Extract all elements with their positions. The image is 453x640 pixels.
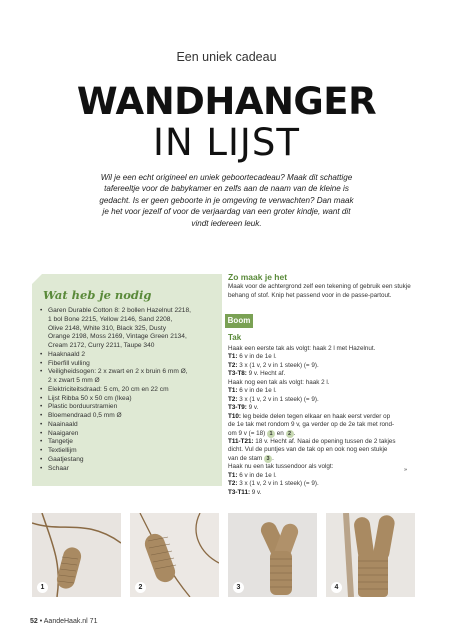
materials-item: 1 bol Bone 2215, Yellow 2146, Sand 2208,	[48, 315, 173, 323]
section-label-boom: Boom	[225, 314, 253, 328]
magazine-name: AandeHaak.nl 71	[43, 618, 98, 625]
materials-item: • Schaar	[40, 465, 218, 474]
round-text: 9 v.	[246, 404, 259, 412]
intro-text	[70, 172, 383, 229]
round-label: T3-T8:	[228, 370, 247, 378]
instruction-steps	[228, 345, 424, 497]
materials-item: • Haaknaald 2	[40, 351, 218, 360]
materials-title: Wat heb je nodig	[43, 288, 152, 302]
round-text: 3 x (1 v, 2 v in 1 steek) (= 9).	[237, 361, 319, 369]
round-text: dicht. Vul de puntjes van de tak op en ook nog een stukje	[228, 446, 388, 454]
photo-2	[130, 513, 219, 597]
round-text: 6 v in de 1e l.	[237, 387, 277, 395]
materials-item: • Elektriciteitsdraad: 5 cm, 20 cm en 22 cm	[40, 386, 218, 395]
instruction-line	[228, 353, 424, 361]
intro-line: vindt iedereen leuk.	[191, 218, 262, 228]
materials-item: Orange 2198, Moss 2169, Vintage Green 2134,	[48, 333, 187, 341]
materials-item: • Naainaald	[40, 421, 218, 430]
photo-4	[326, 513, 415, 597]
instruction-line	[228, 438, 424, 446]
instruction-line	[228, 413, 424, 421]
materials-item: • Textiellijm	[40, 447, 218, 456]
intro-line: gedacht. Is er geen geboorte in je omgeving te verwachten? Dan maak	[99, 195, 354, 205]
page-footer	[30, 618, 97, 625]
round-label: T10:	[228, 412, 241, 420]
materials-item: • Naaigaren	[40, 430, 218, 439]
instruction-line: van de stam 3 .	[228, 454, 274, 462]
photo-number-badge: 3	[233, 582, 244, 593]
step-reference-badge: 1	[267, 430, 275, 438]
intro-line: tafereeltje voor de babykamer en zelfs aan de naam van de kleine is	[104, 184, 349, 194]
materials-item: Olive 2148, White 310, Black 325, Dusty	[48, 324, 167, 332]
footer-bullet: •	[39, 618, 43, 625]
round-text: 3 x (1 v, 2 v in 1 steek) (= 9).	[237, 395, 319, 403]
materials-item: • Veiligheidsogen: 2 x zwart en 2 x bruin 6 mm Ø,	[40, 368, 218, 377]
instruction-line	[228, 404, 424, 412]
round-label: T1:	[228, 471, 238, 479]
photo-number-badge: 4	[331, 582, 342, 593]
instruction-line	[228, 396, 424, 404]
kicker: Een uniek cadeau	[176, 50, 277, 64]
round-label: T1:	[228, 387, 238, 395]
round-text: om 9 v (= 18)	[228, 429, 266, 437]
instruction-line	[228, 370, 424, 378]
round-text: van de stam	[228, 454, 263, 462]
materials-item: 2 x zwart 5 mm Ø	[48, 377, 100, 384]
instruction-line	[228, 345, 424, 353]
round-text: 18 v. Hecht af. Naai de opening tussen de 2 takjes	[253, 437, 396, 445]
materials-item: • Tangetje	[40, 438, 218, 447]
photo-1	[32, 513, 121, 597]
materials-panel	[32, 274, 222, 486]
page-number: 52	[30, 618, 38, 625]
subsection-heading-tak: Tak	[228, 333, 242, 342]
round-text: 9 v. Hecht af.	[246, 370, 286, 378]
instruction-line	[228, 446, 424, 454]
instruction-line: om 9 v (= 18) 1 en 2 .	[228, 429, 296, 437]
round-label: T3-T11:	[228, 488, 251, 496]
round-label: T2:	[228, 361, 238, 369]
round-label: T2:	[228, 395, 238, 403]
page-title: WANDHANGER	[76, 80, 377, 123]
round-text: Haak nog een tak als volgt: haak 2 l.	[228, 378, 330, 386]
instruction-line	[228, 480, 424, 488]
connector-text: en	[276, 429, 284, 437]
instruction-line	[228, 463, 424, 471]
page-subtitle: IN LIJST	[153, 121, 300, 164]
instruction-line	[228, 387, 424, 395]
instruction-line	[228, 421, 424, 429]
panel-corner	[32, 274, 42, 284]
round-text: Haak nu een tak tussendoor als volgt:	[228, 463, 334, 471]
instructions-heading: Zo maak je het	[228, 272, 288, 282]
round-text: 6 v in de 1e l.	[237, 471, 277, 479]
continue-arrow: »	[404, 467, 408, 473]
intro-line: je het voor jezelf of voor de verjaardag van een groter kindje, want dit	[102, 207, 351, 217]
materials-item: • Garen Durable Cotton 8: 2 bollen Hazelnut 2218,	[40, 307, 218, 316]
step-reference-badge: 2	[286, 430, 294, 438]
materials-item: • Bloemendraad 0,5 mm Ø	[40, 412, 218, 421]
instruction-line	[228, 362, 424, 370]
materials-item: • Gaatjestang	[40, 456, 218, 465]
round-label: T3-T9:	[228, 404, 247, 412]
materials-item: • Fiberfill vulling	[40, 360, 218, 369]
round-text: leg beide delen tegen elkaar en haak eerst verder op	[240, 412, 391, 420]
round-text: 3 x (1 v, 2 v in 1 steek) (= 9).	[237, 480, 319, 488]
instruction-line	[228, 489, 424, 497]
intro-line: Wil je een echt origineel en uniek geboortecadeau? Maak dit schattige	[100, 173, 353, 182]
round-label: T2:	[228, 480, 238, 488]
instruction-line	[228, 379, 424, 387]
round-label: T11-T21:	[228, 437, 254, 445]
round-label: T1:	[228, 353, 238, 361]
instructions-intro: Maak voor de achtergrond zelf een tekening of gebruik een stukje behang of stof. Knip het passend voor in de passe-partout.	[228, 283, 411, 299]
materials-item: • Plastic borduurstramien	[40, 403, 218, 412]
step-reference-badge: 3	[264, 455, 272, 463]
materials-item: Cream 2172, Curry 2211, Taupe 340	[48, 342, 155, 349]
round-text: Haak een eerste tak als volgt: haak 2 l met Hazelnut.	[228, 345, 376, 352]
round-text: 9 v.	[250, 488, 262, 496]
round-text: de 1e tak met rondom 9 v, ga verder op de 2e tak met rond-	[228, 421, 395, 429]
round-text: 6 v in de 1e l.	[237, 353, 277, 361]
photo-3	[228, 513, 317, 597]
photo-number-badge: 1	[37, 582, 48, 593]
photo-number-badge: 2	[135, 582, 146, 593]
materials-item: • Lijst Ribba 50 x 50 cm (Ikea)	[40, 395, 218, 404]
materials-list	[40, 307, 218, 473]
instruction-line	[228, 472, 424, 480]
